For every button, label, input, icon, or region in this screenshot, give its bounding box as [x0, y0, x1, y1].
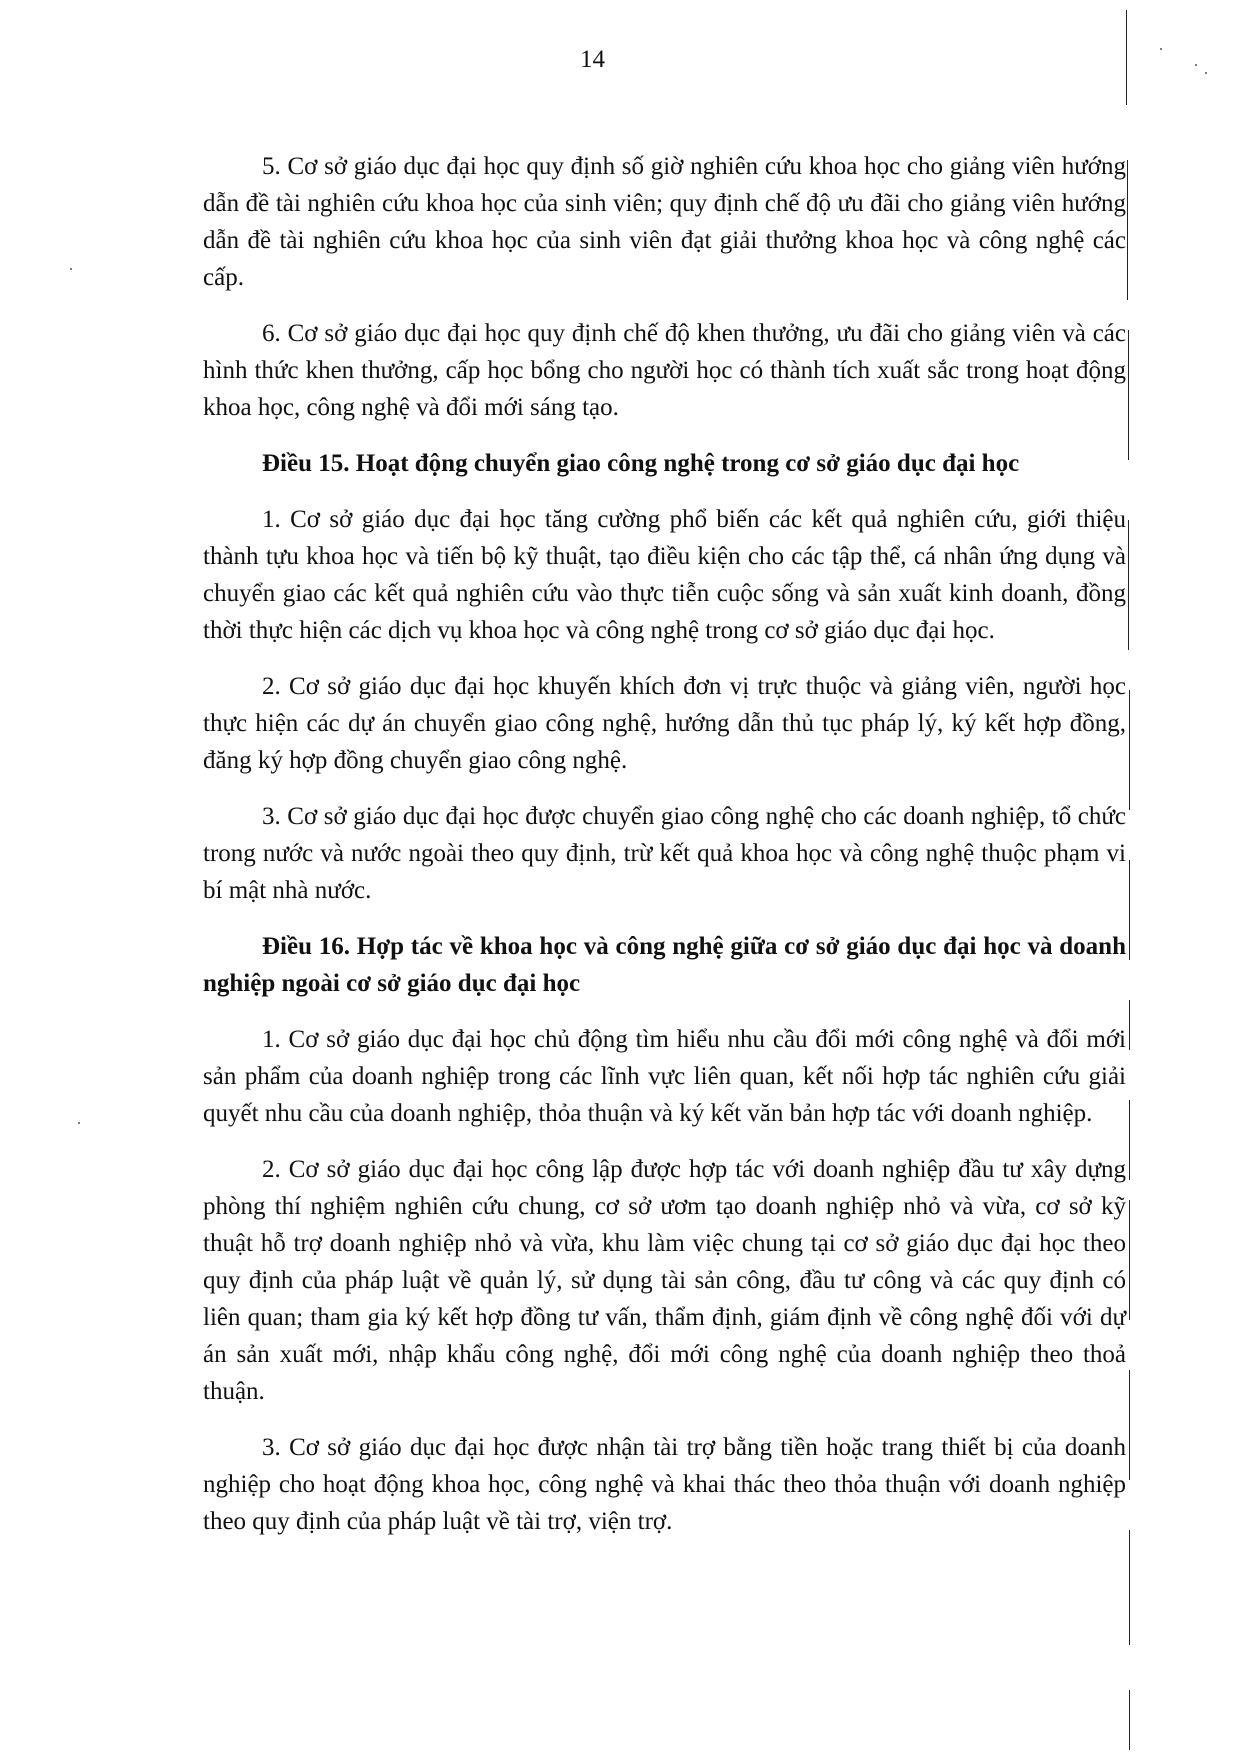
clause-15-3: 3. Cơ sở giáo dục đại học được chuyển giao công nghệ cho các doanh nghiệp, tổ chức trong nước và nước ngoài theo quy định, trừ kết quả khoa học và công nghệ thuộc phạm vi bí mật nhà nước.	[203, 803, 1126, 904]
clause-16-3: 3. Cơ sở giáo dục đại học được nhận tài trợ bằng tiền hoặc trang thiết bị của doanh nghiệp cho hoạt động khoa học, công nghệ và khai thác theo thỏa thuận với doanh nghiệp theo quy định của pháp luật về tài trợ, viện trợ.	[203, 1434, 1126, 1535]
scan-edge-line	[1129, 1370, 1130, 1480]
scan-edge-line	[1126, 10, 1127, 105]
scan-edge-line	[1128, 330, 1129, 460]
clause-15-1: 1. Cơ sở giáo dục đại học tăng cường phổ biến các kết quả nghiên cứu, giới thiệu thành tựu khoa học và tiến bộ kỹ thuật, tạo điều kiện cho các tập thể, cá nhân ứng dụng và chuyển giao các kết quả nghiên cứu vào thực tiễn cuộc sống và sản xuất kinh doanh, đồng thời thực hiện các dịch vụ khoa học và công nghệ trong cơ sở giáo dục đại học.	[203, 506, 1126, 644]
document-body	[203, 148, 1126, 1559]
scan-speck	[1160, 48, 1162, 50]
clause-16-1: 1. Cơ sở giáo dục đại học chủ động tìm hiểu nhu cầu đổi mới công nghệ và đổi mới sản phẩm của doanh nghiệp trong các lĩnh vực liên quan, kết nối hợp tác nghiên cứu giải quyết nhu cầu của doanh nghiệp, thỏa thuận và ký kết văn bản hợp tác với doanh nghiệp.	[203, 1026, 1126, 1127]
clause-14-5: 5. Cơ sở giáo dục đại học quy định số giờ nghiên cứu khoa học cho giảng viên hướng dẫn đề tài nghiên cứu khoa học của sinh viên; quy định chế độ ưu đãi cho giảng viên hướng dẫn đề tài nghiên cứu khoa học của sinh viên đạt giải thưởng khoa học và công nghệ các cấp.	[203, 153, 1126, 291]
article-15-heading: Điều 15. Hoạt động chuyển giao công nghệ trong cơ sở giáo dục đại học	[262, 450, 1020, 477]
article-16-heading: Điều 16. Hợp tác về khoa học và công nghệ giữa cơ sở giáo dục đại học và doanh nghiệp ngoài cơ sở giáo dục đại học	[203, 933, 1126, 997]
scan-speck	[78, 1122, 80, 1124]
scan-edge-line	[1129, 860, 1130, 960]
scan-edge-line	[1129, 1200, 1130, 1320]
clause-14-6: 6. Cơ sở giáo dục đại học quy định chế độ khen thưởng, ưu đãi cho giảng viên và các hình thức khen thưởng, cấp học bổng cho người học có thành tích xuất sắc trong hoạt động khoa học, công nghệ và đổi mới sáng tạo.	[203, 320, 1126, 421]
scan-speck	[1205, 72, 1207, 74]
page-number: 14	[580, 46, 605, 73]
scan-edge-line	[1129, 1530, 1130, 1645]
scan-edge-line	[1128, 520, 1129, 650]
scan-edge-line	[1129, 690, 1130, 810]
scan-speck	[70, 268, 72, 270]
clause-15-2: 2. Cơ sở giáo dục đại học khuyến khích đơn vị trực thuộc và giảng viên, người học thực hiện các dự án chuyển giao công nghệ, hướng dẫn thủ tục pháp lý, ký kết hợp đồng, đăng ký hợp đồng chuyển giao công nghệ.	[203, 673, 1126, 774]
scan-edge-line	[1129, 1690, 1130, 1750]
scan-edge-line	[1129, 1000, 1130, 1050]
clause-16-2: 2. Cơ sở giáo dục đại học công lập được hợp tác với doanh nghiệp đầu tư xây dựng phòng thí nghiệm nghiên cứu chung, cơ sở ươm tạo doanh nghiệp nhỏ và vừa, cơ sở kỹ thuật hỗ trợ doanh nghiệp nhỏ và vừa, khu làm việc chung tại cơ sở giáo dục đại học theo quy định của pháp luật về quản lý, sử dụng tài sản công, đầu tư công và các quy định có liên quan; tham gia ký kết hợp đồng tư vấn, thẩm định, giám định về công nghệ đối với dự án sản xuất mới, nhập khẩu công nghệ, đổi mới công nghệ của doanh nghiệp theo thoả thuận.	[203, 1156, 1126, 1405]
scan-edge-line	[1129, 1100, 1130, 1180]
scan-edge-line	[1127, 160, 1128, 300]
scan-speck	[1195, 64, 1197, 66]
